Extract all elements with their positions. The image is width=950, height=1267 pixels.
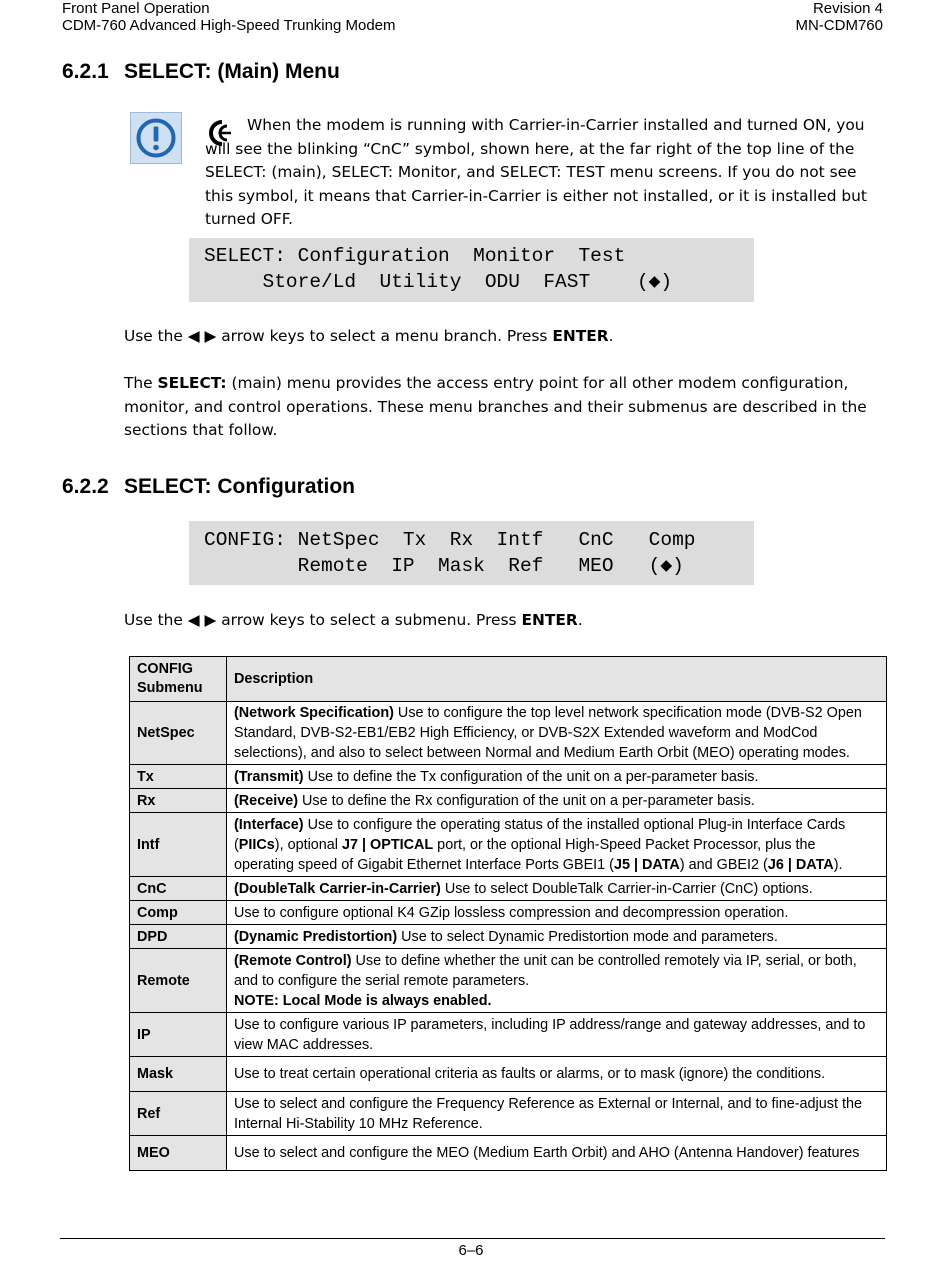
lcd-line-2: Remote IP Mask Ref MEO (◆): [204, 555, 684, 577]
table-row: [130, 901, 887, 925]
submenu-key: MEO: [130, 1136, 227, 1171]
table-row: [130, 949, 887, 1013]
column-header-description: Description: [227, 657, 887, 702]
table-row: [130, 765, 887, 789]
lcd-line-1: CONFIG: NetSpec Tx Rx Intf CnC Comp: [204, 529, 696, 551]
submenu-description: (Remote Control) Use to define whether the unit can be controlled remotely via IP, serial, or both, and to configure the serial remote parameters. NOTE: Local Mode is always enabled.: [227, 949, 887, 1013]
submenu-key: Intf: [130, 813, 227, 877]
table-row: [130, 877, 887, 901]
table-row: [130, 813, 887, 877]
submenu-description: (Network Specification) Use to configure the top level network specification mode (DVB-S2 Open Standard, DVB-S2-EB1/EB2 High Efficiency, or DVB-S2X Extended waveform and ModCod selections), and also to select between Normal and Medium Earth Orbit (MEO) operating modes.: [227, 702, 887, 765]
header-chapter: Front Panel Operation: [62, 0, 210, 17]
table-row: [130, 702, 887, 765]
footer-rule: [60, 1238, 885, 1239]
instruction-select-branch: Use the ◀ ▶ arrow keys to select a menu branch. Press ENTER.: [124, 327, 614, 345]
header-product: CDM-760 Advanced High-Speed Trunking Modem: [62, 17, 396, 34]
submenu-key: Comp: [130, 901, 227, 925]
submenu-key: IP: [130, 1013, 227, 1057]
cnc-symbol-graphic: [207, 119, 233, 147]
submenu-key: NetSpec: [130, 702, 227, 765]
header-doc-number: MN-CDM760: [795, 17, 883, 34]
submenu-key: Tx: [130, 765, 227, 789]
submenu-description: (Interface) Use to configure the operating status of the installed optional Plug-in Interface Cards (PIICs), optional J7 | OPTICAL port, or the optional High-Speed Packet Processor, plus the operating speed of Gigabit Ethernet Interface Ports GBEI1 (J5 | DATA) and GBEI2 (J6 | DATA).: [227, 813, 887, 877]
table-row: [130, 1057, 887, 1092]
exclamation-circle-icon: [130, 112, 182, 164]
header-left: [62, 0, 396, 34]
lcd-select-main-menu: [189, 238, 754, 302]
table-row: [130, 925, 887, 949]
table-row: [130, 789, 887, 813]
submenu-description: (DoubleTalk Carrier-in-Carrier) Use to select DoubleTalk Carrier-in-Carrier (CnC) options.: [227, 877, 887, 901]
enter-key-label: ENTER: [521, 611, 578, 629]
table-row: [130, 1013, 887, 1057]
submenu-description: (Transmit) Use to define the Tx configuration of the unit on a per-parameter basis.: [227, 765, 887, 789]
config-submenu-table: [129, 656, 887, 1171]
section-heading-main-menu: [62, 60, 340, 84]
submenu-key: Mask: [130, 1057, 227, 1092]
submenu-description: Use to select and configure the MEO (Medium Earth Orbit) and AHO (Antenna Handover) features: [227, 1136, 887, 1171]
table-row: [130, 1092, 887, 1136]
table-row: [130, 1136, 887, 1171]
header-revision: Revision 4: [812, 0, 883, 17]
submenu-description: Use to configure optional K4 GZip lossless compression and decompression operation.: [227, 901, 887, 925]
section-title: SELECT: (Main) Menu: [124, 60, 340, 83]
page-number: 6–6: [458, 1242, 484, 1259]
cnc-symbol-icon: [207, 119, 233, 153]
submenu-key: DPD: [130, 925, 227, 949]
enter-key-label: ENTER: [552, 327, 609, 345]
lcd-config-menu: [189, 521, 754, 585]
submenu-description: (Receive) Use to define the Rx configuration of the unit on a per-parameter basis.: [227, 789, 887, 813]
column-header-submenu: CONFIG Submenu: [130, 657, 227, 702]
instruction-select-submenu: Use the ◀ ▶ arrow keys to select a submenu. Press ENTER.: [124, 611, 583, 629]
submenu-key: Ref: [130, 1092, 227, 1136]
section-number: 6.2.1: [62, 60, 109, 83]
table-header-row: [130, 657, 887, 702]
submenu-key: Rx: [130, 789, 227, 813]
section-number: 6.2.2: [62, 475, 109, 498]
header-right: [795, 0, 883, 34]
submenu-description: (Dynamic Predistortion) Use to select Dynamic Predistortion mode and parameters.: [227, 925, 887, 949]
cnc-note-text: When the modem is running with Carrier-in-Carrier installed and turned ON, you will see the blinking “CnC” symbol, shown here, at the far right of the top line of the SELECT: (main), SELECT: Monitor, and SELECT: TEST menu screens. If you do not see this symbol, it means that Carrier-in-Carrier is either not installed, or it is installed but turned OFF.: [205, 116, 867, 229]
exclamation-circle-graphic: [135, 117, 177, 159]
lcd-line-1: SELECT: Configuration Monitor Test: [204, 245, 626, 267]
section-heading-configuration: [62, 475, 355, 499]
remote-note: NOTE: Local Mode is always enabled.: [234, 992, 492, 1009]
submenu-key: Remote: [130, 949, 227, 1013]
submenu-description: Use to treat certain operational criteria as faults or alarms, or to mask (ignore) the conditions.: [227, 1057, 887, 1092]
lcd-line-2: Store/Ld Utility ODU FAST (◆): [204, 271, 673, 293]
submenu-key: CnC: [130, 877, 227, 901]
select-menu-description: The SELECT: (main) menu provides the access entry point for all other modem configuration, monitor, and control operations. These menu branches and their submenus are described in the sections that follow.: [124, 374, 867, 440]
submenu-description: Use to configure various IP parameters, including IP address/range and gateway addresses, and to view MAC addresses.: [227, 1013, 887, 1057]
section-title: SELECT: Configuration: [124, 475, 355, 498]
submenu-description: Use to select and configure the Frequency Reference as External or Internal, and to fine-adjust the Internal Hi-Stability 10 MHz Reference.: [227, 1092, 887, 1136]
